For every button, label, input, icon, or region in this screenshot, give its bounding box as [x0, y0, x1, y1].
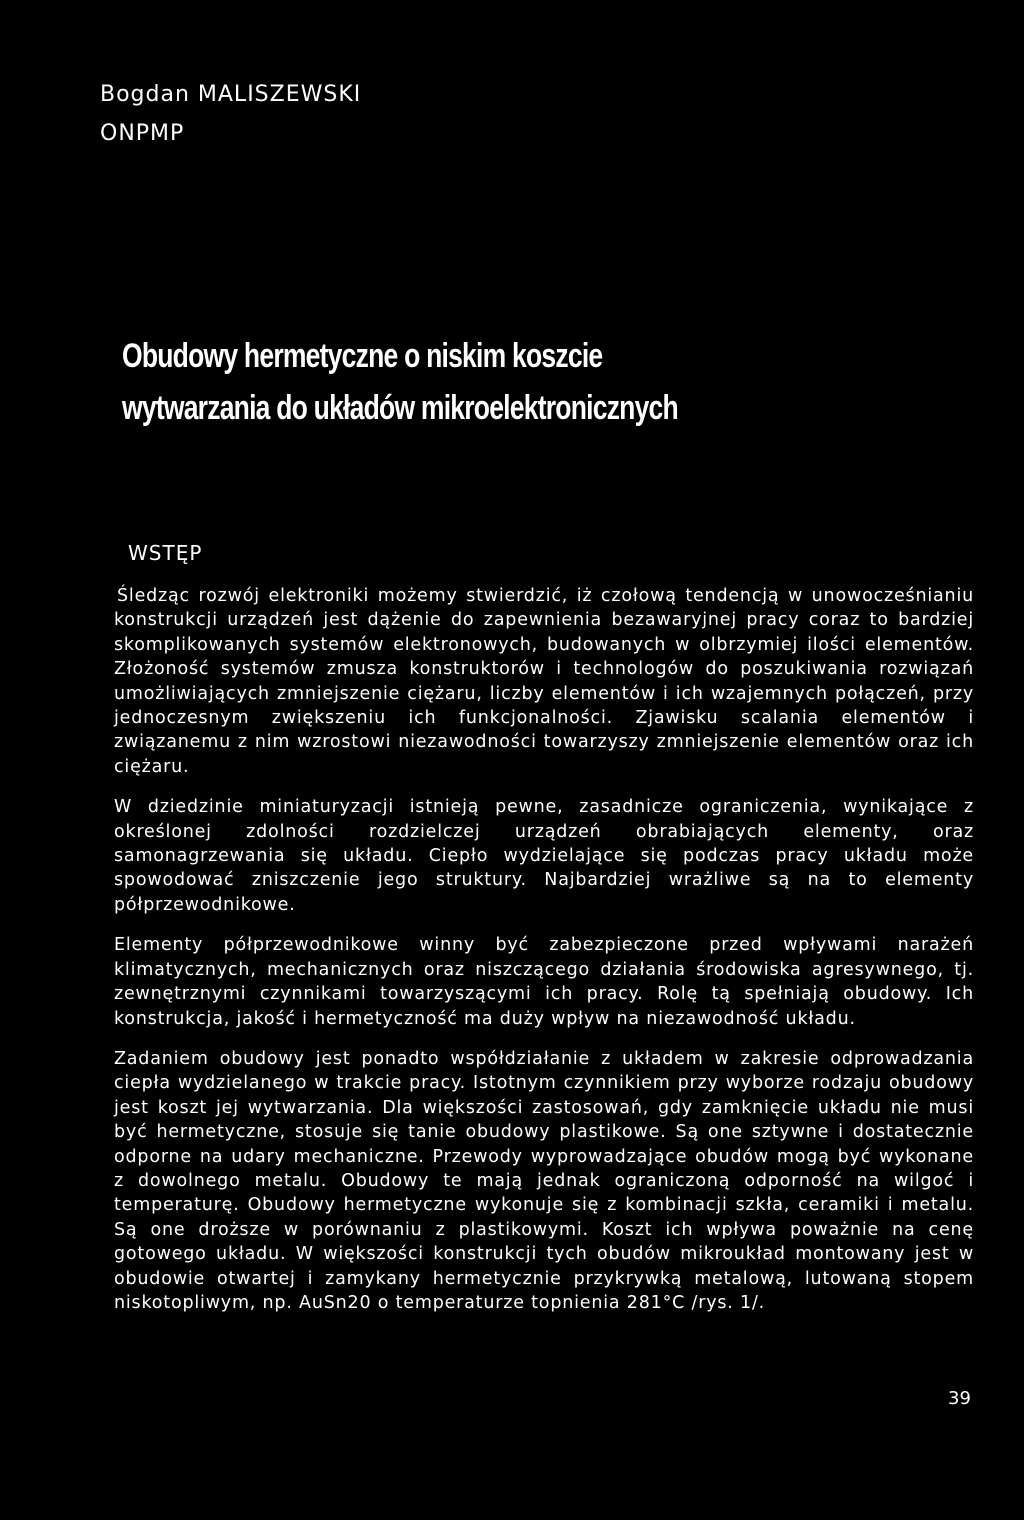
page-number: 39	[948, 1388, 971, 1409]
author-affiliation: ONPMP	[100, 121, 185, 146]
paper-title	[122, 330, 678, 434]
body-text	[114, 584, 974, 1331]
paragraph-3: Elementy półprzewodnikowe winny być zabezpieczone przed wpływami narażeń klimatycznych, mechanicznych oraz niszczącego działania środowiska agresywnego, tj. zewnętrznymi czynnikami towarzyszącymi ich pracy. Rolę tą spełniają obudowy. Ich konstrukcja, jakość i hermetyczność ma duży wpływ na niezawodność układu.	[114, 935, 974, 1029]
author-name: Bogdan MALISZEWSKI	[100, 82, 362, 107]
title-line-2: wytwarzania do układów mikroelektronicznych	[122, 389, 678, 427]
paragraph-4: Zadaniem obudowy jest ponadto współdziałanie z układem w zakresie odprowadzania ciepła wydzielanego w trakcie pracy. Istotnym czynnikiem przy wyborze rodzaju obudowy jest koszt jej wytwarzania. Dla większości zastosowań, gdy zamknięcie układu nie musi być hermetyczne, stosuje się tanie obudowy plastikowe. Są one sztywne i dostatecznie odporne na udary mechaniczne. Przewody wyprowadzające obudów mogą być wykonane z dowolnego metalu. Obudowy te mają jednak ograniczoną odporność na wilgoć i temperaturę. Obudowy hermetyczne wykonuje się z kombinacji szkła, ceramiki i metalu. Są one droższe w porównaniu z plastikowymi. Koszt ich wpływa poważnie na cenę gotowego układu. W większości konstrukcji tych obudów mikroukład montowany jest w obudowie otwartej i zamykany hermetycznie przykrywką metalową, lutowaną stopem niskotopliwym, np. AuSn20 o temperaturze topnienia 281°C /rys. 1/.	[114, 1048, 974, 1313]
paragraph-1: Śledząc rozwój elektroniki możemy stwierdzić, iż czołową tendencją w unowocześnianiu konstrukcji urządzeń jest dążenie do zapewnienia bezawaryjnej pracy coraz to bardziej skomplikowanych systemów elektronowych, budowanych w olbrzymiej ilości elementów. Złożoność systemów zmusza konstruktorów i technologów do poszukiwania rozwiązań umożliwiających zmniejszenie ciężaru, liczby elementów i ich wzajemnych połączeń, przy jednoczesnym zwiększeniu ich funkcjonalności. Zjawisku scalania elementów i związanemu z nim wzrostowi niezawodności towarzyszy zmniejszenie elementów oraz ich ciężaru.	[114, 586, 974, 777]
title-line-1: Obudowy hermetyczne o niskim koszcie	[122, 337, 603, 375]
section-heading: WSTĘP	[128, 541, 203, 565]
paragraph-2: W dziedzinie miniaturyzacji istnieją pewne, zasadnicze ograniczenia, wynikające z określonej zdolności rozdzielczej urządzeń obrabiających elementy, oraz samonagrzewania się układu. Ciepło wydzielające się podczas pracy układu może spowodować zniszczenie jego struktury. Najbardziej wrażliwe są na to elementy półprzewodnikowe.	[114, 797, 974, 915]
